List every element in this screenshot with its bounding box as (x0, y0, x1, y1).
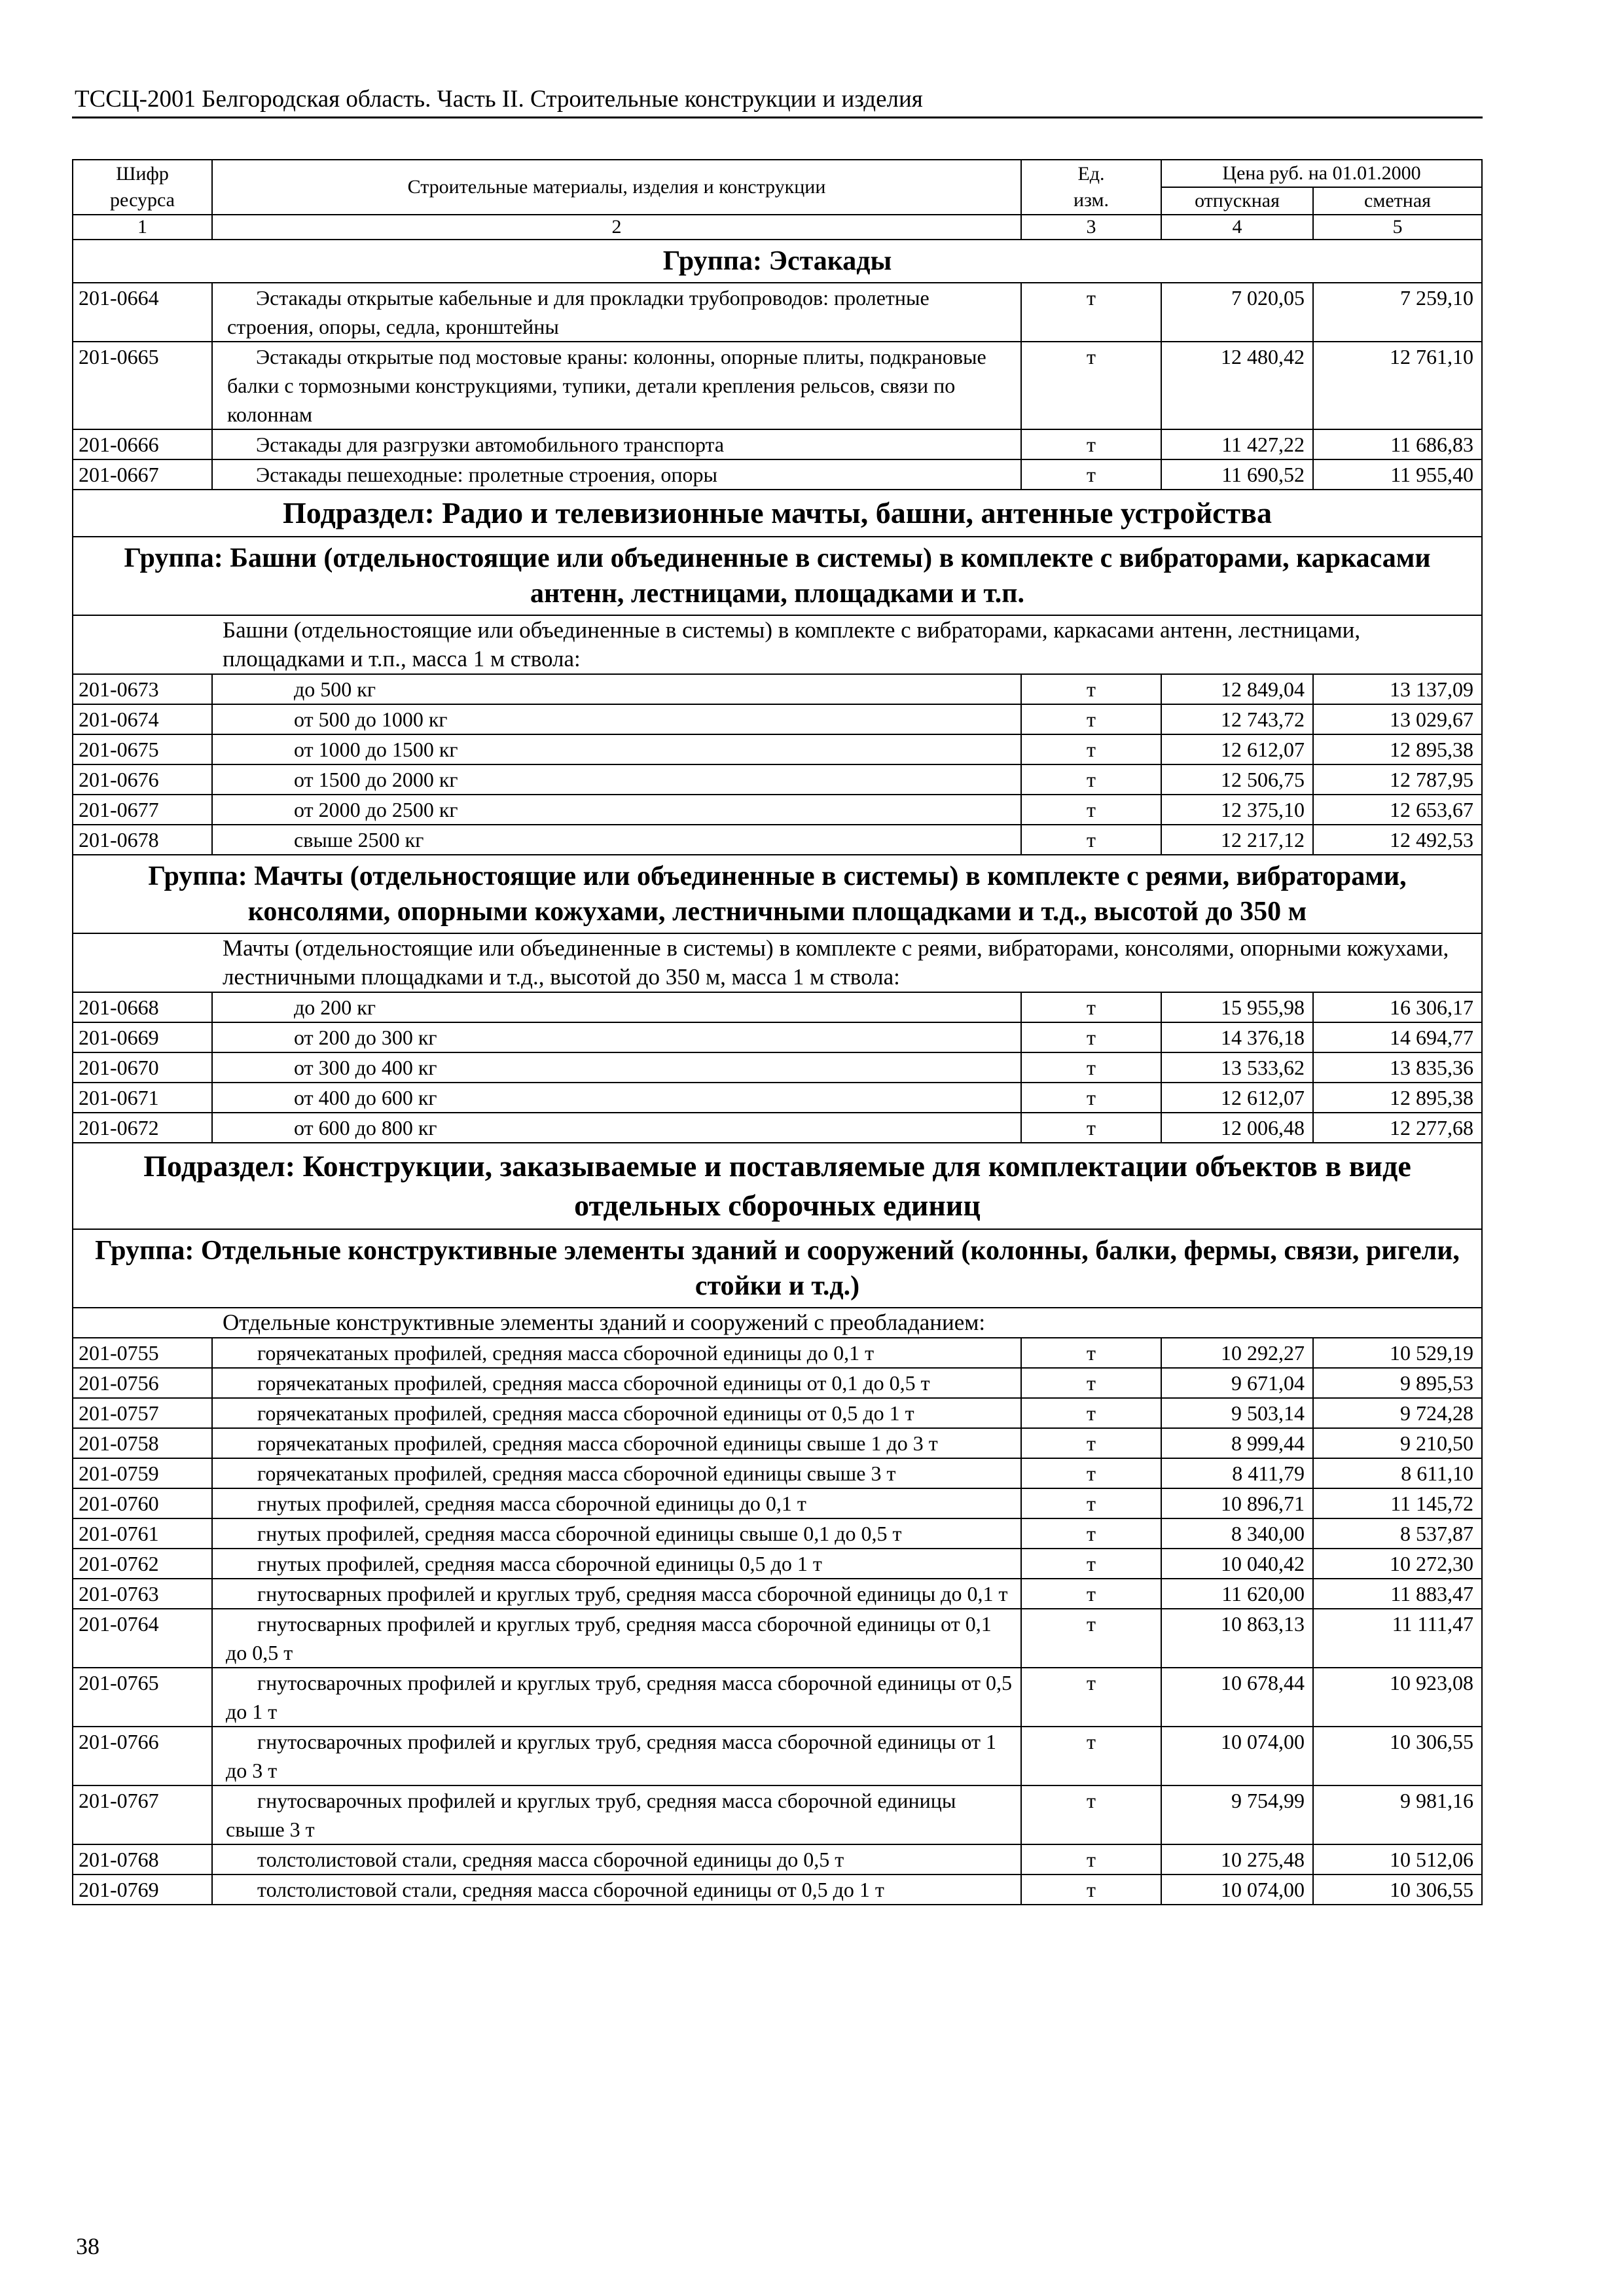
release-price: 9 503,14 (1161, 1398, 1313, 1428)
group-heading: Группа: Эстакады (73, 240, 1482, 283)
unit-cell: т (1021, 1398, 1161, 1428)
resource-code: 201-0764 (73, 1609, 212, 1668)
col-number: 1 (73, 215, 212, 240)
unit-cell: т (1021, 283, 1161, 342)
unit-cell: т (1021, 992, 1161, 1022)
unit-cell: т (1021, 459, 1161, 490)
resource-code: 201-0760 (73, 1488, 212, 1518)
item-name: Эстакады пешеходные: пролетные строения, опоры (212, 459, 1021, 490)
resource-code: 201-0756 (73, 1368, 212, 1398)
release-price: 8 340,00 (1161, 1518, 1313, 1549)
resource-code: 201-0672 (73, 1113, 212, 1143)
item-name: гнутых профилей, средняя масса сборочной единицы 0,5 до 1 т (212, 1549, 1021, 1579)
resource-code: 201-0678 (73, 825, 212, 855)
estimate-price: 10 272,30 (1313, 1549, 1482, 1579)
estimate-price: 8 537,87 (1313, 1518, 1482, 1549)
resource-code: 201-0674 (73, 704, 212, 734)
table-row (73, 1083, 1482, 1113)
unit-cell: т (1021, 1488, 1161, 1518)
table-row (73, 459, 1482, 490)
release-price: 10 678,44 (1161, 1668, 1313, 1727)
estimate-price: 11 111,47 (1313, 1609, 1482, 1668)
item-name: горячекатаных профилей, средняя масса сборочной единицы до 0,1 т (212, 1338, 1021, 1368)
resource-code: 201-0767 (73, 1785, 212, 1844)
release-price: 12 612,07 (1161, 1083, 1313, 1113)
table-row (73, 1579, 1482, 1609)
item-name: Эстакады открытые под мостовые краны: колонны, опорные плиты, подкрановые балки с тормозными конструкциями, тупики, детали крепления рельсов, связи по колоннам (212, 342, 1021, 429)
estimate-price: 9 724,28 (1313, 1398, 1482, 1428)
item-name: гнутосварных профилей и круглых труб, средняя масса сборочной единицы от 0,1 до 0,5 т (212, 1609, 1021, 1668)
estimate-price: 11 883,47 (1313, 1579, 1482, 1609)
item-name: Эстакады открытые кабельные и для прокладки трубопроводов: пролетные строения, опоры, седла, кронштейны (212, 283, 1021, 342)
unit-cell: т (1021, 1549, 1161, 1579)
table-row (73, 764, 1482, 795)
resource-code: 201-0667 (73, 459, 212, 490)
estimate-price: 13 029,67 (1313, 704, 1482, 734)
table-row (73, 1668, 1482, 1727)
unit-cell: т (1021, 429, 1161, 459)
estimate-price: 10 306,55 (1313, 1874, 1482, 1905)
estimate-price: 12 895,38 (1313, 734, 1482, 764)
estimate-price: 11 145,72 (1313, 1488, 1482, 1518)
col-number: 4 (1161, 215, 1313, 240)
unit-cell: т (1021, 342, 1161, 429)
unit-cell: т (1021, 1874, 1161, 1905)
estimate-price: 11 955,40 (1313, 459, 1482, 490)
col-code-header: Шифр ресурса (73, 160, 212, 215)
table-row (73, 1874, 1482, 1905)
release-price: 9 671,04 (1161, 1368, 1313, 1398)
resource-code: 201-0675 (73, 734, 212, 764)
table-row (73, 1022, 1482, 1052)
estimate-price: 12 492,53 (1313, 825, 1482, 855)
item-name: от 500 до 1000 кг (212, 704, 1021, 734)
release-price: 11 427,22 (1161, 429, 1313, 459)
release-price: 12 217,12 (1161, 825, 1313, 855)
item-name: от 1000 до 1500 кг (212, 734, 1021, 764)
col-number: 5 (1313, 215, 1482, 240)
unit-cell: т (1021, 1083, 1161, 1113)
resource-code: 201-0669 (73, 1022, 212, 1052)
estimate-price: 13 137,09 (1313, 674, 1482, 704)
item-name: горячекатаных профилей, средняя масса сборочной единицы от 0,1 до 0,5 т (212, 1368, 1021, 1398)
resource-code: 201-0758 (73, 1428, 212, 1458)
estimate-price: 16 306,17 (1313, 992, 1482, 1022)
unit-cell: т (1021, 704, 1161, 734)
unit-cell: т (1021, 764, 1161, 795)
item-name: толстолистовой стали, средняя масса сборочной единицы от 0,5 до 1 т (212, 1874, 1021, 1905)
unit-cell: т (1021, 674, 1161, 704)
item-name: горячекатаных профилей, средняя масса сборочной единицы свыше 3 т (212, 1458, 1021, 1488)
unit-cell: т (1021, 1428, 1161, 1458)
estimate-price: 8 611,10 (1313, 1458, 1482, 1488)
unit-cell: т (1021, 1579, 1161, 1609)
table-row (73, 1518, 1482, 1549)
unit-cell: т (1021, 1668, 1161, 1727)
resource-code: 201-0766 (73, 1727, 212, 1785)
subsection-heading: Подраздел: Конструкции, заказываемые и поставляемые для комплектации объектов в виде отдельных сборочных единиц (73, 1143, 1482, 1229)
release-price: 12 612,07 (1161, 734, 1313, 764)
release-price: 7 020,05 (1161, 283, 1313, 342)
release-price: 10 040,42 (1161, 1549, 1313, 1579)
resource-code: 201-0673 (73, 674, 212, 704)
group-heading: Группа: Мачты (отдельностоящие или объединенные в системы) в комплекте с реями, вибраторами, консолями, опорными кожухами, лестничными площадками и т.д., высотой до 350 м (73, 855, 1482, 933)
resource-code: 201-0664 (73, 283, 212, 342)
resource-code: 201-0768 (73, 1844, 212, 1874)
intro-text: Отдельные конструктивные элементы зданий и сооружений с преобладанием: (73, 1308, 1482, 1338)
item-name: гнутосварочных профилей и круглых труб, средняя масса сборочной единицы свыше 3 т (212, 1785, 1021, 1844)
group-heading: Группа: Башни (отдельностоящие или объединенные в системы) в комплекте с вибраторами, каркасами антенн, лестницами, площадками и т.п. (73, 537, 1482, 615)
table-row (73, 704, 1482, 734)
unit-cell: т (1021, 1844, 1161, 1874)
release-price: 11 620,00 (1161, 1579, 1313, 1609)
subsection-heading-row (73, 490, 1482, 537)
release-price: 12 849,04 (1161, 674, 1313, 704)
unit-cell: т (1021, 1338, 1161, 1368)
group-heading-row (73, 855, 1482, 933)
col-name-header: Строительные материалы, изделия и конструкции (212, 160, 1021, 215)
table-row (73, 1609, 1482, 1668)
table-row (73, 1338, 1482, 1368)
page-number: 38 (76, 2233, 99, 2259)
unit-cell: т (1021, 1458, 1161, 1488)
item-name: толстолистовой стали, средняя масса сборочной единицы до 0,5 т (212, 1844, 1021, 1874)
release-price: 10 292,27 (1161, 1338, 1313, 1368)
resource-code: 201-0671 (73, 1083, 212, 1113)
resource-code: 201-0763 (73, 1579, 212, 1609)
item-name: гнутых профилей, средняя масса сборочной единицы свыше 0,1 до 0,5 т (212, 1518, 1021, 1549)
release-price: 14 376,18 (1161, 1022, 1313, 1052)
resource-code: 201-0665 (73, 342, 212, 429)
table-header-row (73, 160, 1482, 187)
release-price: 10 074,00 (1161, 1874, 1313, 1905)
estimate-price: 12 787,95 (1313, 764, 1482, 795)
page-header (72, 84, 1483, 118)
unit-cell: т (1021, 1368, 1161, 1398)
estimate-price: 9 895,53 (1313, 1368, 1482, 1398)
resource-code: 201-0670 (73, 1052, 212, 1083)
resource-code: 201-0759 (73, 1458, 212, 1488)
resource-code: 201-0676 (73, 764, 212, 795)
item-name: от 1500 до 2000 кг (212, 764, 1021, 795)
table-row (73, 342, 1482, 429)
table-row (73, 1428, 1482, 1458)
unit-cell: т (1021, 1609, 1161, 1668)
resource-code: 201-0677 (73, 795, 212, 825)
unit-cell: т (1021, 1518, 1161, 1549)
item-name: гнутосварочных профилей и круглых труб, средняя масса сборочной единицы от 0,5 до 1 т (212, 1668, 1021, 1727)
estimate-price: 11 686,83 (1313, 429, 1482, 459)
group-heading-row (73, 240, 1482, 283)
estimate-price: 10 529,19 (1313, 1338, 1482, 1368)
intro-row (73, 933, 1482, 992)
item-name: гнутосварных профилей и круглых труб, средняя масса сборочной единицы до 0,1 т (212, 1579, 1021, 1609)
unit-cell: т (1021, 1022, 1161, 1052)
item-name: горячекатаных профилей, средняя масса сборочной единицы от 0,5 до 1 т (212, 1398, 1021, 1428)
estimate-price: 14 694,77 (1313, 1022, 1482, 1052)
intro-row (73, 615, 1482, 674)
table-row (73, 734, 1482, 764)
release-price: 15 955,98 (1161, 992, 1313, 1022)
resource-code: 201-0762 (73, 1549, 212, 1579)
estimate-price: 10 923,08 (1313, 1668, 1482, 1727)
table-row (73, 1785, 1482, 1844)
item-name: свыше 2500 кг (212, 825, 1021, 855)
table-row (73, 429, 1482, 459)
subsection-heading-row (73, 1143, 1482, 1229)
unit-cell: т (1021, 1727, 1161, 1785)
table-row (73, 992, 1482, 1022)
col-estimate-header: сметная (1313, 187, 1482, 215)
resource-code: 201-0755 (73, 1338, 212, 1368)
release-price: 10 275,48 (1161, 1844, 1313, 1874)
table-body (73, 240, 1482, 1905)
release-price: 12 006,48 (1161, 1113, 1313, 1143)
item-name: Эстакады для разгрузки автомобильного транспорта (212, 429, 1021, 459)
col-unit-header: Ед. изм. (1021, 160, 1161, 215)
release-price: 8 999,44 (1161, 1428, 1313, 1458)
item-name: до 500 кг (212, 674, 1021, 704)
estimate-price: 10 512,06 (1313, 1844, 1482, 1874)
table-row (73, 825, 1482, 855)
estimate-price: 13 835,36 (1313, 1052, 1482, 1083)
table-row (73, 1549, 1482, 1579)
release-price: 12 743,72 (1161, 704, 1313, 734)
table-row (73, 795, 1482, 825)
group-heading-row (73, 537, 1482, 615)
resource-code: 201-0666 (73, 429, 212, 459)
unit-cell: т (1021, 795, 1161, 825)
estimate-price: 9 210,50 (1313, 1428, 1482, 1458)
release-price: 12 480,42 (1161, 342, 1313, 429)
table-row (73, 1727, 1482, 1785)
item-name: до 200 кг (212, 992, 1021, 1022)
col-release-header: отпускная (1161, 187, 1313, 215)
item-name: от 600 до 800 кг (212, 1113, 1021, 1143)
estimate-price: 12 653,67 (1313, 795, 1482, 825)
col-number: 2 (212, 215, 1021, 240)
release-price: 12 506,75 (1161, 764, 1313, 795)
item-name: от 200 до 300 кг (212, 1022, 1021, 1052)
item-name: гнутосварочных профилей и круглых труб, средняя масса сборочной единицы от 1 до 3 т (212, 1727, 1021, 1785)
release-price: 9 754,99 (1161, 1785, 1313, 1844)
table-row (73, 1052, 1482, 1083)
unit-cell: т (1021, 1785, 1161, 1844)
estimate-price: 12 895,38 (1313, 1083, 1482, 1113)
table-row (73, 1488, 1482, 1518)
resource-code: 201-0761 (73, 1518, 212, 1549)
estimate-price: 10 306,55 (1313, 1727, 1482, 1785)
table-row (73, 1113, 1482, 1143)
resource-code: 201-0668 (73, 992, 212, 1022)
release-price: 10 863,13 (1161, 1609, 1313, 1668)
unit-cell: т (1021, 734, 1161, 764)
group-heading: Группа: Отдельные конструктивные элементы зданий и сооружений (колонны, балки, фермы, связи, ригели, стойки и т.д.) (73, 1229, 1482, 1308)
resource-code: 201-0765 (73, 1668, 212, 1727)
table-row (73, 674, 1482, 704)
page-header-title: ТССЦ-2001 Белгородская область. Часть II. Строительные конструкции и изделия (75, 86, 923, 113)
unit-cell: т (1021, 825, 1161, 855)
item-name: гнутых профилей, средняя масса сборочной единицы до 0,1 т (212, 1488, 1021, 1518)
group-heading-row (73, 1229, 1482, 1308)
unit-cell: т (1021, 1113, 1161, 1143)
intro-text: Башни (отдельностоящие или объединенные в системы) в комплекте с вибраторами, каркасами антенн, лестницами, площадками и т.п., масса 1 м ствола: (73, 615, 1482, 674)
table-row (73, 1844, 1482, 1874)
item-name: от 2000 до 2500 кг (212, 795, 1021, 825)
release-price: 13 533,62 (1161, 1052, 1313, 1083)
table-row (73, 1368, 1482, 1398)
release-price: 10 074,00 (1161, 1727, 1313, 1785)
table-row (73, 1458, 1482, 1488)
subsection-heading: Подраздел: Радио и телевизионные мачты, башни, антенные устройства (73, 490, 1482, 537)
intro-row (73, 1308, 1482, 1338)
item-name: от 400 до 600 кг (212, 1083, 1021, 1113)
release-price: 12 375,10 (1161, 795, 1313, 825)
table-row (73, 283, 1482, 342)
resource-code: 201-0757 (73, 1398, 212, 1428)
column-numbers-row (73, 215, 1482, 240)
estimate-price: 9 981,16 (1313, 1785, 1482, 1844)
release-price: 10 896,71 (1161, 1488, 1313, 1518)
col-number: 3 (1021, 215, 1161, 240)
unit-cell: т (1021, 1052, 1161, 1083)
col-price-header: Цена руб. на 01.01.2000 (1161, 160, 1482, 187)
estimate-price: 12 761,10 (1313, 342, 1482, 429)
price-table (72, 159, 1483, 1905)
release-price: 11 690,52 (1161, 459, 1313, 490)
resource-code: 201-0769 (73, 1874, 212, 1905)
estimate-price: 7 259,10 (1313, 283, 1482, 342)
item-name: горячекатаных профилей, средняя масса сборочной единицы свыше 1 до 3 т (212, 1428, 1021, 1458)
intro-text: Мачты (отдельностоящие или объединенные в системы) в комплекте с реями, вибраторами, консолями, опорными кожухами, лестничными площадками и т.д., высотой до 350 м, масса 1 м ствола: (73, 933, 1482, 992)
release-price: 8 411,79 (1161, 1458, 1313, 1488)
item-name: от 300 до 400 кг (212, 1052, 1021, 1083)
estimate-price: 12 277,68 (1313, 1113, 1482, 1143)
table-row (73, 1398, 1482, 1428)
